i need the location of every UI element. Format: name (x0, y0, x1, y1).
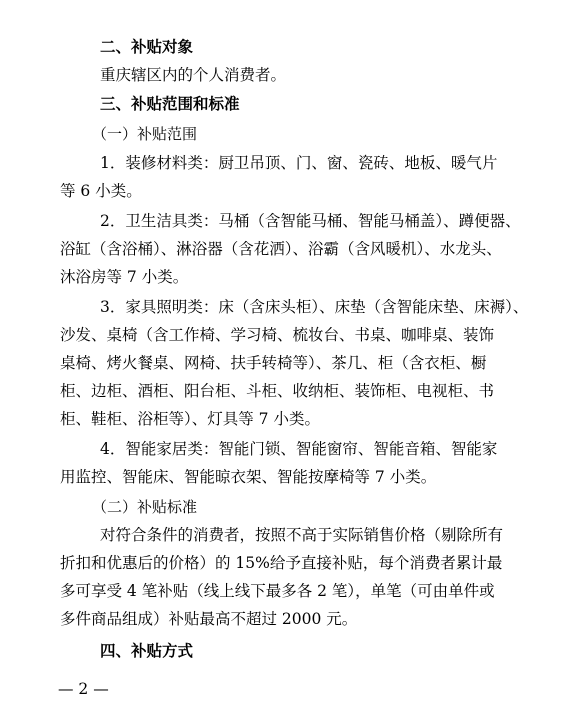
item2-line1: 2．卫生洁具类：马桶（含智能马桶、智能马桶盖）、蹲便器、 (100, 212, 521, 230)
item1-line2: 等 6 小类。 (60, 182, 142, 200)
item3-line4: 柜、边柜、酒柜、阳台柜、斗柜、收纳柜、装饰柜、电视柜、书 (60, 382, 495, 400)
standard-line3: 多可享受 4 笔补贴（线上线下最多各 2 笔），单笔（可由单件或 (60, 582, 495, 600)
item3-line2: 沙发、桌椅（含工作椅、学习椅、梳妆台、书桌、咖啡桌、装饰 (60, 326, 495, 344)
standard-line1: 对符合条件的消费者，按照不高于实际销售价格（剔除所有 (100, 526, 504, 544)
item4-line1: 4．智能家居类：智能门锁、智能窗帘、智能音箱、智能家 (100, 440, 498, 458)
standard-line2: 折扣和优惠后的价格）的 15%给予直接补贴，每个消费者累计最 (60, 554, 503, 572)
section-heading-4: 四、补贴方式 (100, 642, 194, 660)
item1-line1: 1．装修材料类：厨卫吊顶、门、窗、瓷砖、地板、暖气片 (100, 154, 498, 172)
subsection-heading-scope: （一）补贴范围 (92, 125, 198, 143)
section-heading-3: 三、补贴范围和标准 (100, 95, 240, 113)
item2-line2: 浴缸（含浴桶）、淋浴器（含花洒）、浴霸（含风暖机）、水龙头、 (60, 240, 502, 258)
section-heading-2: 二、补贴对象 (100, 38, 194, 56)
item3-line1: 3．家具照明类：床（含床头柜）、床垫（含智能床垫、床褥）、 (100, 298, 529, 316)
standard-line4: 多件商品组成）补贴最高不超过 2000 元。 (60, 610, 358, 628)
page-number: — 2 — (58, 680, 109, 698)
paragraph-subsidy-object: 重庆辖区内的个人消费者。 (100, 66, 287, 84)
item4-line2: 用监控、智能床、智能晾衣架、智能按摩椅等 7 小类。 (60, 468, 437, 486)
item2-line3: 沐浴房等 7 小类。 (60, 268, 189, 286)
item3-line3: 桌椅、烤火餐桌、网椅、扶手转椅等）、茶几、柜（含衣柜、橱 (60, 354, 487, 372)
item3-line5: 柜、鞋柜、浴柜等）、灯具等 7 小类。 (60, 410, 320, 428)
subsection-heading-standard: （二）补贴标准 (92, 498, 198, 516)
